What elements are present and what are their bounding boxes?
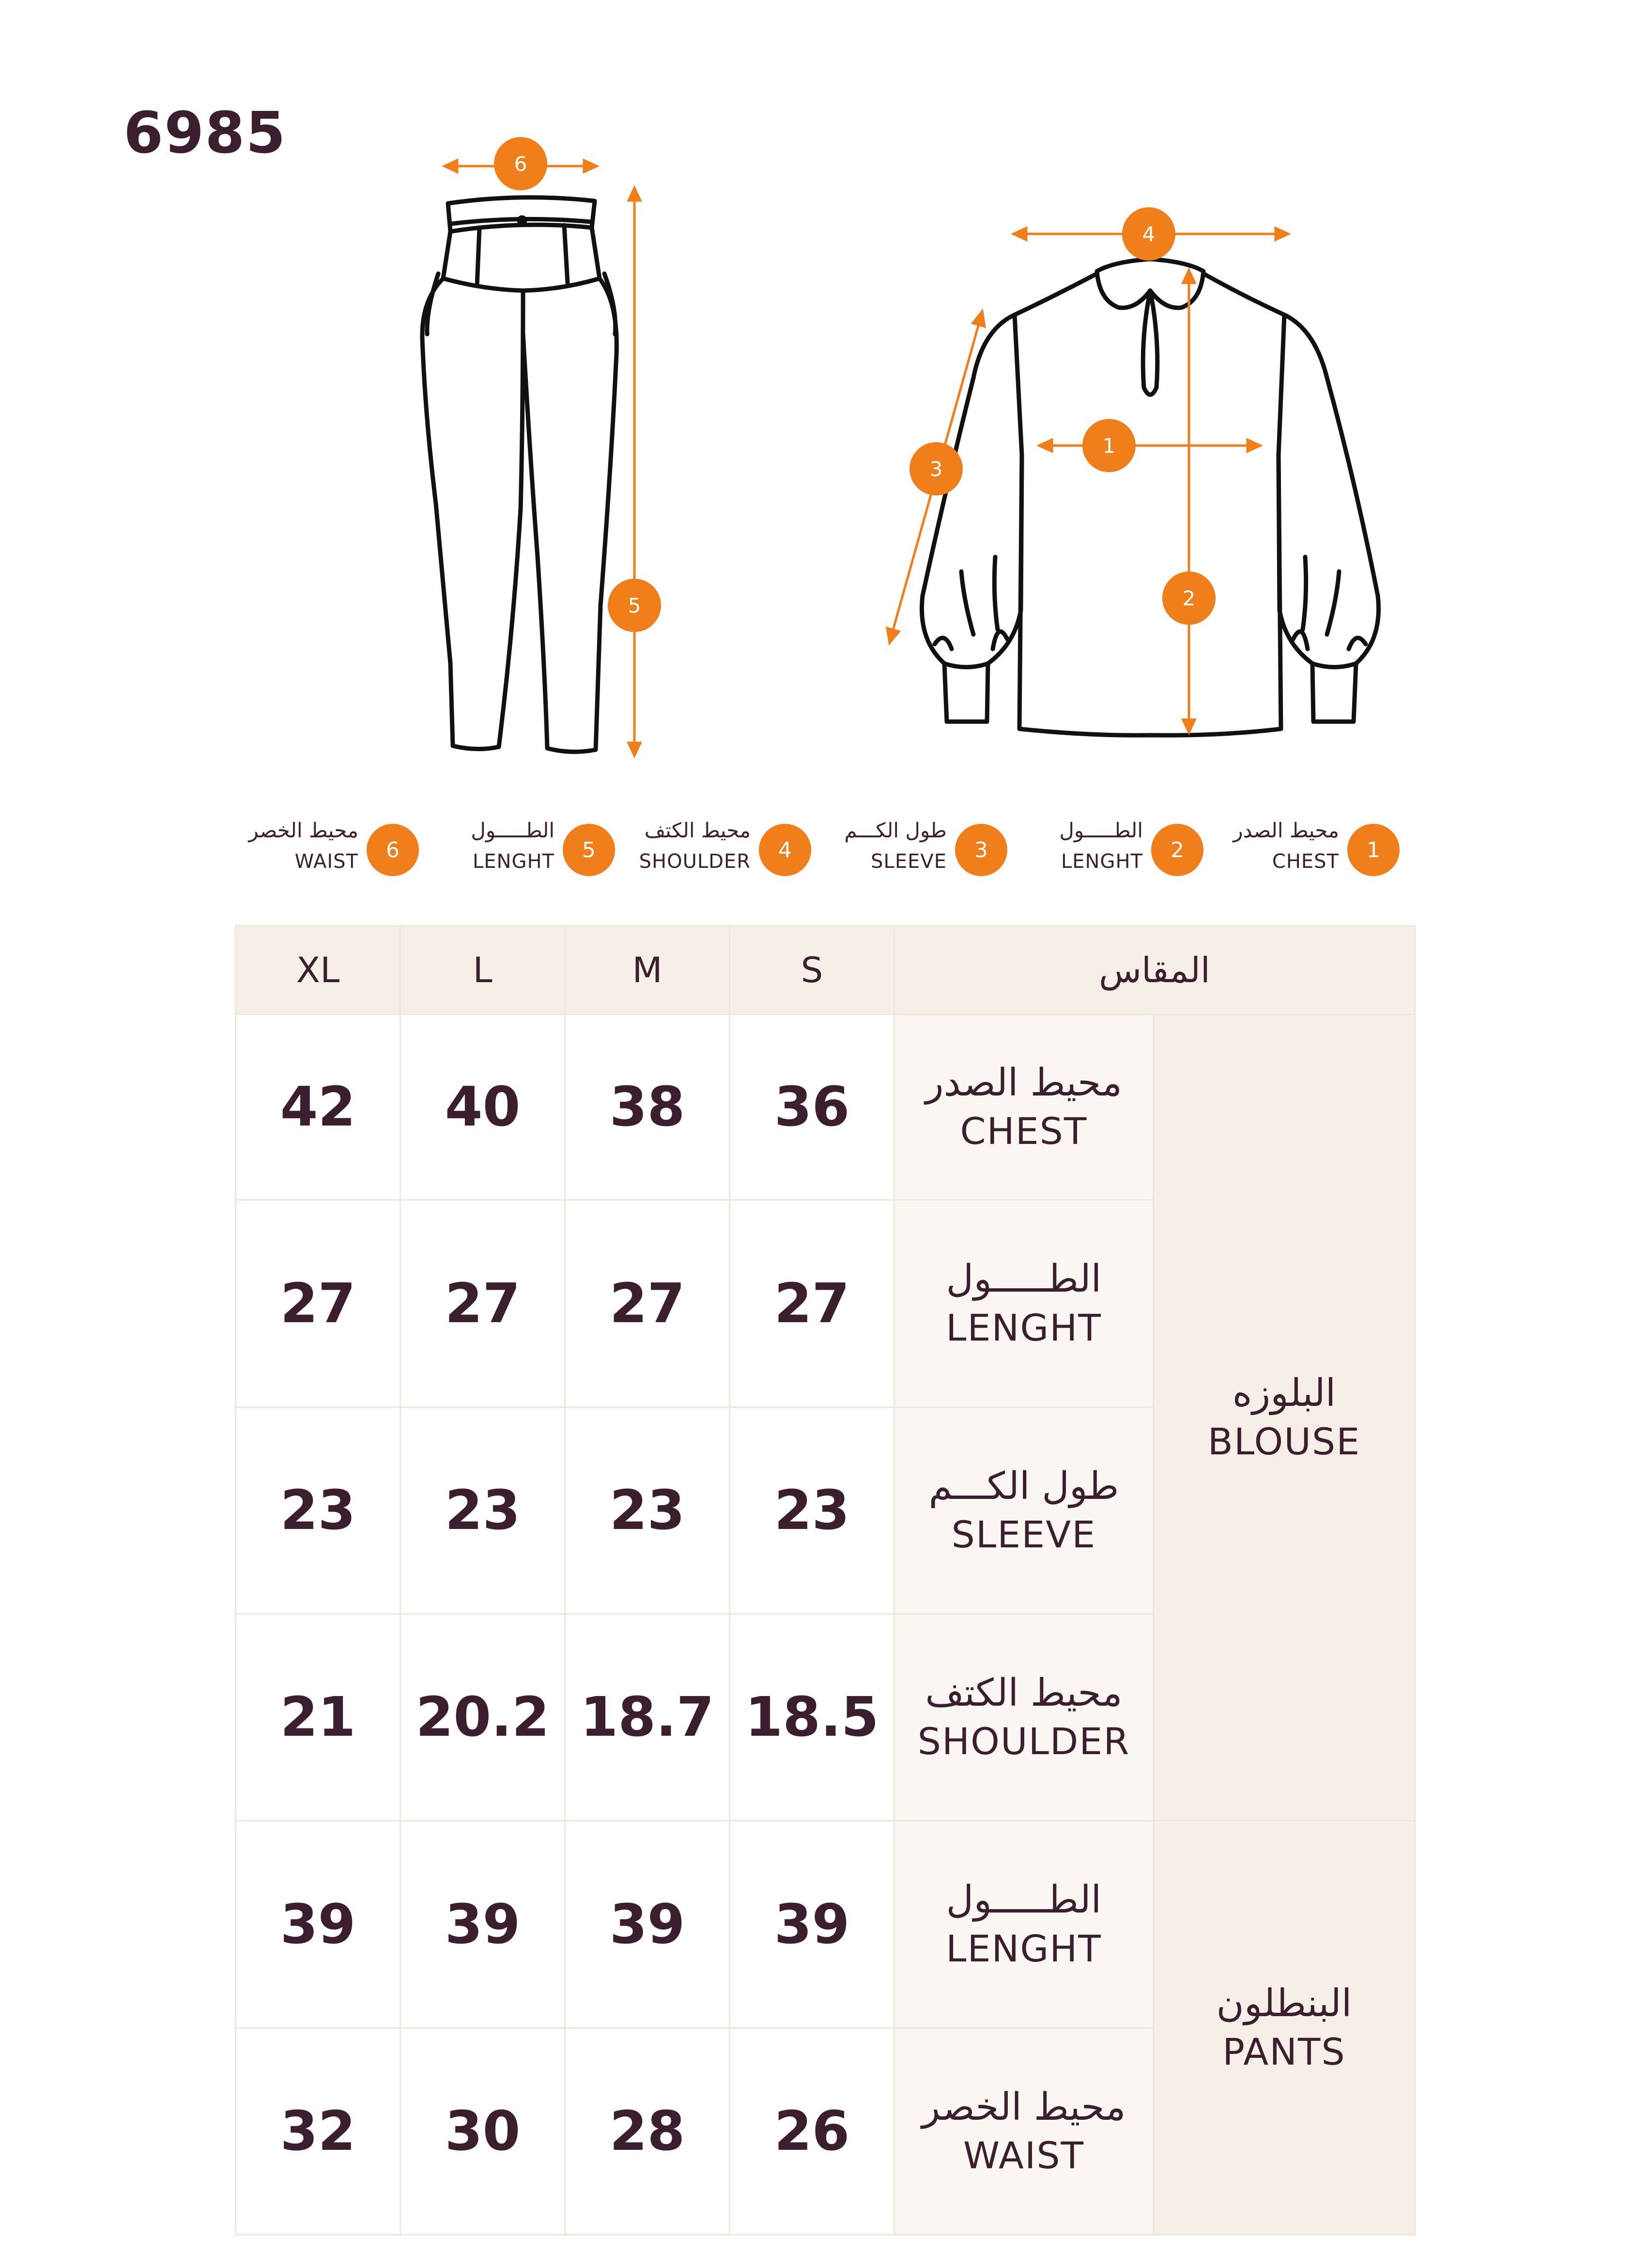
value-cell: 39 [730,1821,894,2028]
measurement-label-en: SLEEVE [951,1513,1096,1557]
legend-item-chest [1223,818,1400,881]
measurement-label-en: CHEST [960,1110,1088,1153]
legend-number-badge: 1 [1347,824,1400,876]
value-cell: 18.7 [565,1614,730,1821]
value-cell: 39 [401,1821,565,2028]
svg-text:3: 3 [929,457,943,481]
group-label-en: PANTS [1222,2030,1346,2074]
measurement-label-en: LENGHT [946,1306,1102,1349]
legend-label-en: WAIST [294,850,358,873]
legend-item-sleeve [831,818,1007,881]
product-code: 6985 [123,99,287,166]
value-cell: 18.5 [730,1614,894,1821]
value-cell: 23 [401,1407,565,1614]
measurement-label-ar: محيط الصدر [925,1061,1123,1105]
size-header-l: L [401,926,565,1015]
legend-label-ar: محيط الخصر [248,818,358,842]
value-cell: 38 [565,1015,730,1200]
legend-label-en: CHEST [1272,850,1339,873]
legend-label-en: LENGHT [473,850,555,873]
pants-length-marker [608,579,661,632]
size-chart-table [235,925,1416,2236]
size-header-label: المقاس [894,926,1415,1015]
group-label-en: BLOUSE [1207,1420,1361,1464]
value-cell: 39 [565,1821,730,2028]
garment-diagram [0,0,1649,775]
value-cell: 27 [565,1200,730,1407]
svg-text:2: 2 [1182,586,1196,610]
blouse-illustration [922,259,1378,735]
blouse-chest-marker [1082,419,1136,472]
size-header-s: S [730,926,894,1015]
value-cell: 27 [236,1200,401,1407]
legend-number-badge: 4 [759,824,811,876]
measurement-label-length [894,1200,1154,1407]
measurement-label-en: SHOULDER [917,1720,1130,1763]
measurement-label-shoulder [894,1614,1154,1821]
blouse-shoulder-marker [1122,207,1175,261]
measurement-label-en: LENGHT [946,1927,1102,1970]
value-cell: 40 [401,1015,565,1200]
legend-label-ar: طول الكـــم [844,818,947,842]
measurement-label-sleeve [894,1407,1154,1614]
value-cell: 39 [236,1821,401,2028]
legend-item-length [1027,818,1203,881]
group-label-blouse [1154,1015,1415,1821]
svg-text:4: 4 [1142,222,1156,246]
measurement-label-ar: طول الكـــم [928,1464,1119,1508]
table-row [236,1821,1415,2028]
value-cell: 26 [730,2028,894,2235]
value-cell: 30 [401,2028,565,2235]
legend-label-ar: الطـــــول [1059,818,1143,842]
blouse-sleeve-marker [909,442,963,495]
group-label-ar: البنطلون [1216,1981,1352,2025]
legend-number-badge: 5 [563,824,615,876]
legend-number-badge: 2 [1151,824,1203,876]
legend-number-badge: 6 [367,824,419,876]
measurement-label-ar: الطـــــول [946,1257,1102,1301]
table-row [236,1015,1415,1200]
measurement-label-length [894,1821,1154,2028]
measurement-label-ar: محيط الكتف [925,1671,1123,1715]
group-label-pants [1154,1821,1415,2235]
legend-label-en: LENGHT [1061,850,1143,873]
value-cell: 42 [236,1015,401,1200]
legend-item-waist [242,818,419,881]
legend-number-badge: 3 [955,824,1007,876]
size-header-xl: XL [236,926,401,1015]
measurement-label-chest [894,1015,1154,1200]
value-cell: 23 [565,1407,730,1614]
table-header-row [236,926,1415,1015]
value-cell: 28 [565,2028,730,2235]
value-cell: 23 [730,1407,894,1614]
legend-label-ar: محيط الصدر [1233,818,1339,842]
legend-item-length [438,818,615,881]
svg-text:6: 6 [514,152,527,176]
blouse-length-marker [1162,571,1216,625]
measurement-label-en: WAIST [963,2134,1085,2177]
measurement-label-ar: الطـــــول [946,1878,1102,1922]
value-cell: 23 [236,1407,401,1614]
size-header-m: M [565,926,730,1015]
svg-text:5: 5 [628,594,641,617]
value-cell: 27 [401,1200,565,1407]
value-cell: 21 [236,1614,401,1821]
value-cell: 36 [730,1015,894,1200]
svg-text:1: 1 [1102,434,1116,458]
legend-item-shoulder [634,818,811,881]
group-label-ar: البلوزه [1232,1371,1336,1415]
value-cell: 27 [730,1200,894,1407]
pants-illustration [422,198,616,752]
legend-label-en: SLEEVE [871,850,947,873]
legend-label-en: SHOULDER [639,850,751,873]
value-cell: 20.2 [401,1614,565,1821]
value-cell: 32 [236,2028,401,2235]
measurement-label-waist [894,2028,1154,2235]
measurement-label-ar: محيط الخصر [922,2085,1126,2129]
legend-label-ar: الطـــــول [471,818,555,842]
pants-waist-marker [494,137,547,190]
legend-label-ar: محيط الكتف [644,818,751,842]
